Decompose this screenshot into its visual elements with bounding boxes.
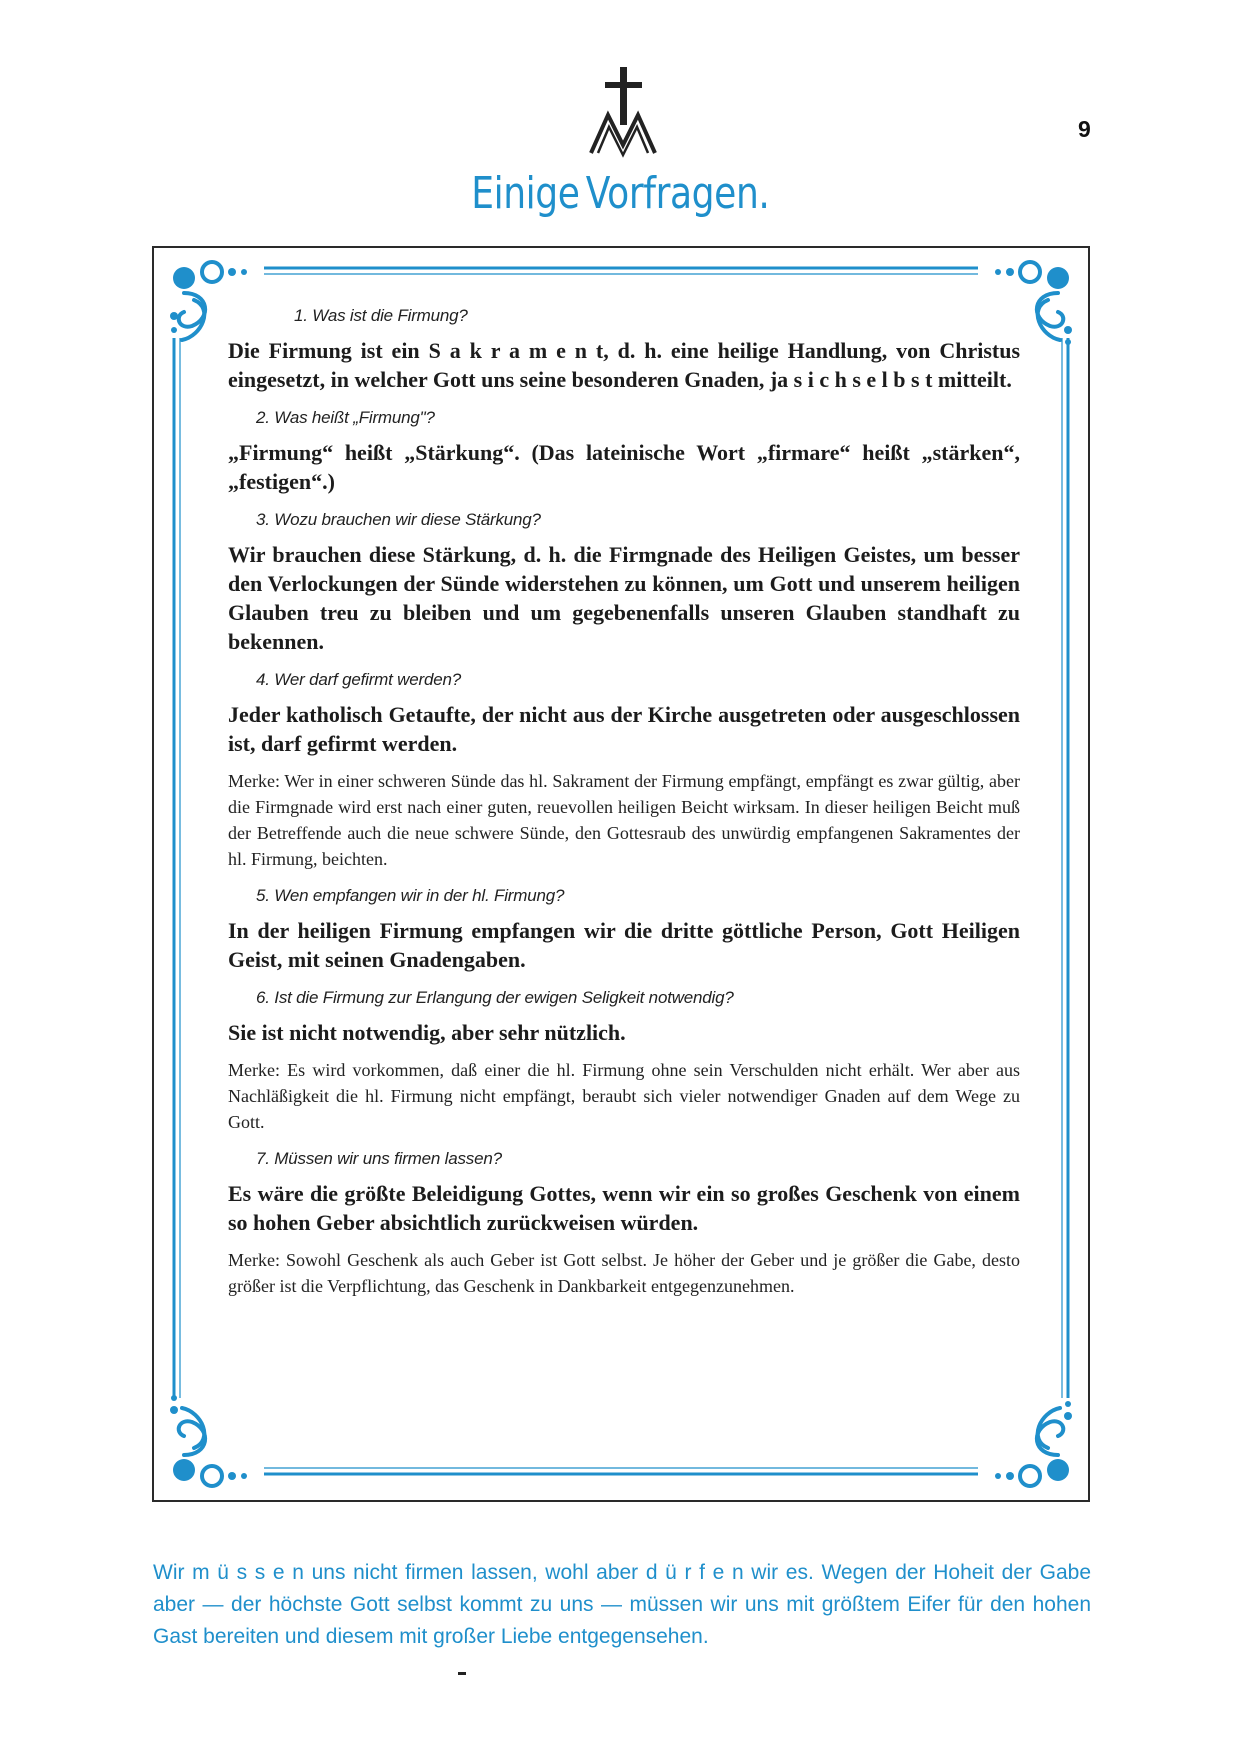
qa-content (228, 306, 1020, 1313)
question-1: 1. Was ist die Firmung? (294, 306, 468, 325)
note-6: Merke: Es wird vorkommen, daß einer die hl. Firmung ohne sein Verschulden nicht erhält. Wer aber aus Nachläßigkeit die hl. Firmung nicht empfängt, beraubt sich vieler notwendiger Gnaden auf dem Wege zu Gott. (228, 1060, 1020, 1132)
note-4: Merke: Wer in einer schweren Sünde das hl. Sakrament der Firmung empfängt, empfängt es zwar gültig, aber die Firmgnade wird erst nach einer guten, reuevollen heiligen Beicht wirksam. In dieser heiligen Beicht muß der Betreffende auch die neue schwere Sünde, den Gottesraub des unwürdig empfangenen Sakramentes der hl. Firmung, beichten. (228, 771, 1020, 869)
page-title: Einige Vorfragen. (471, 168, 770, 219)
answer-2: „Firmung“ heißt „Stärkung“. (Das lateinische Wort „firmare“ heißt „stärken“, „festigen“.) (228, 440, 1020, 494)
stray-mark (458, 1672, 466, 1675)
question-2: 2. Was heißt „Firmung"? (256, 408, 435, 427)
answer-4: Jeder katholisch Getaufte, der nicht aus der Kirche ausgetreten oder ausgeschlossen ist, darf gefirmt werden. (228, 702, 1020, 756)
section-4 (228, 670, 1020, 872)
section-5 (228, 886, 1020, 974)
answer-5: In der heiligen Firmung empfangen wir die dritte göttliche Person, Gott Heiligen Geist, mit seinen Gnadengaben. (228, 918, 1020, 972)
closing-paragraph: Wir m ü s s e n uns nicht firmen lassen, wohl aber d ü r f e n wir es. Wegen der Hoheit der Gabe aber — der höchste Gott selbst kommt zu uns — müssen wir uns mit größtem Eifer für den hohen Gast bereiten und diesem mit großer Liebe entgegensehen. (153, 1561, 1091, 1648)
content-frame (152, 246, 1090, 1502)
section-3 (228, 510, 1020, 656)
question-7: 7. Müssen wir uns firmen lassen? (256, 1149, 502, 1168)
section-2 (228, 408, 1020, 496)
question-4: 4. Wer darf gefirmt werden? (256, 670, 461, 689)
note-7: Merke: Sowohl Geschenk als auch Geber ist Gott selbst. Je höher der Geber und je größer die Gabe, desto größer ist die Verpflichtung, das Geschenk in Dankbarkeit entgegenzunehmen. (228, 1250, 1020, 1296)
page-number: 9 (1078, 116, 1091, 142)
section-7 (228, 1149, 1020, 1299)
answer-3: Wir brauchen diese Stärkung, d. h. die Firmgnade des Heiligen Geistes, um besser den Verlockungen der Sünde widerstehen zu können, um Gott und unserem heiligen Glauben treu zu bleiben und um gegebenenfalls unseren Glauben standhaft zu bekennen. (228, 542, 1020, 654)
question-6: 6. Ist die Firmung zur Erlangung der ewigen Seligkeit notwendig? (256, 988, 734, 1007)
answer-7: Es wäre die größte Beleidigung Gottes, wenn wir ein so großes Geschenk von einem so hohen Geber absichtlich zurückweisen würden. (228, 1181, 1020, 1235)
question-5: 5. Wen empfangen wir in der hl. Firmung? (256, 886, 565, 905)
question-3: 3. Wozu brauchen wir diese Stärkung? (256, 510, 541, 529)
answer-6: Sie ist nicht notwendig, aber sehr nützlich. (228, 1020, 626, 1045)
answer-1: Die Firmung ist ein S a k r a m e n t, d. h. eine heilige Handlung, von Christus eingesetzt, in welcher Gott uns seine besonderen Gnaden, ja s i c h s e l b s t mitteilt. (228, 338, 1020, 392)
section-6 (228, 988, 1020, 1135)
cross-over-m-icon (588, 65, 658, 160)
section-1 (228, 306, 1020, 394)
